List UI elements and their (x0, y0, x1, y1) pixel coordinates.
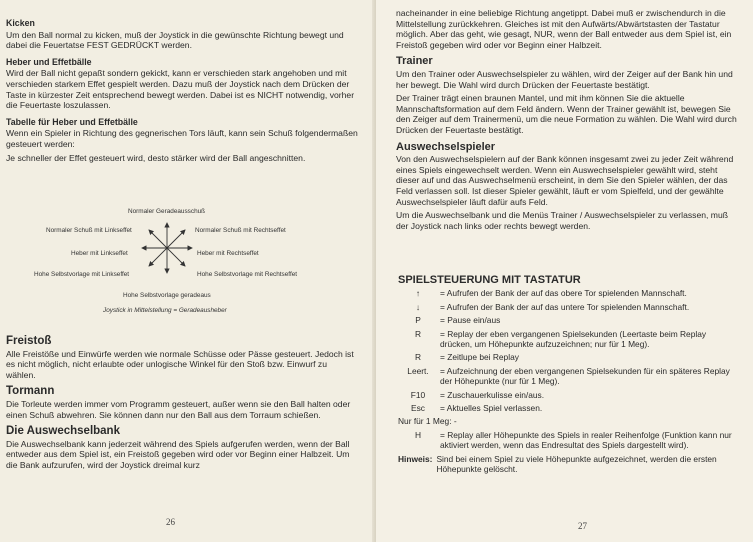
key-description: = Aufrufen der Bank der auf das obere Tor spielenden Mannschaft. (440, 288, 687, 299)
key-r: R (414, 328, 422, 339)
page-number-right: 27 (578, 521, 587, 531)
tormann-heading: Tormann (6, 385, 55, 398)
heber-heading: Heber und Effetbälle (6, 56, 92, 67)
tastatur-heading: SPIELSTEUERUNG MIT TASTATUR (398, 274, 581, 286)
diagram-label-upper-right: Normaler Schuß mit Rechtseffet (195, 227, 286, 234)
key-row (398, 430, 738, 451)
auswechselbank-heading: Die Auswechselbank (6, 425, 120, 438)
tabelle-text-2: Je schneller der Effet gesteuert wird, desto stärker wird der Ball angeschnitten. (6, 152, 306, 163)
left-column-bottom (6, 336, 358, 477)
key-description: = Aktuelles Spiel verlassen. (440, 403, 543, 414)
auswechselspieler-text-1: Von den Auswechselspielern auf der Bank können insgesamt zwei zu jeder Zeit während eines Spiels eingewechselt werden. Wenn ein Auswechselspieler gewählt wird, steht dieser auf und das Auswechselmenü erscheint, in dem Sie den Spieler wählen, der das Feld verlassen soll. Ist dieser Spieler gewählt, läuft er vom Spielfeld, und der gewählte Auswechselspieler läuft dafür aufs Feld. (396, 154, 734, 207)
page-right (376, 0, 753, 542)
tormann-text: Die Torleute werden immer vom Programm gesteuert, außer wenn sie den Ball halten oder einen Schuß abwehren. Sie können dann nur den Ball aus dem Torraum schießen. (6, 398, 351, 420)
diagram-label-left: Heber mit Linkseffet (71, 250, 128, 257)
keyboard-controls (398, 275, 738, 475)
key-f10: F10 (410, 389, 426, 400)
freistoss-text: Alle Freistöße und Einwürfe werden wie normale Schüsse oder Pässe gesteuert. Jedoch ist es nicht möglich, nicht erlaubte oder unlogische Winkel für den Stoß bzw. Einwurf zu wählen. (6, 348, 354, 380)
key-row (398, 302, 738, 312)
diagram-caption: Joystick in Mittelstellung = Geradeausheber (103, 307, 227, 314)
heber-text: Wird der Ball nicht gepaßt sondern gekickt, kann er verschieden stark angehoben und mit verschieden starkem Effet gespielt werden. Dazu muß der Joystick nach dem Drücken der Taste in kürzester Zeit entsprechend bewegt werden. Dabei ist es NICHT notwendig, vorher die Feuertaste loszulassen. (6, 68, 355, 111)
key-row (398, 288, 738, 298)
left-column-top (6, 18, 358, 169)
page-left (0, 0, 376, 542)
key-p: P (415, 315, 421, 326)
trainer-text-1: Um den Trainer oder Auswechselspieler zu wählen, wird der Zeiger auf der Bank hin und her bewegt. Die Wahl wird durch Drücken der Feuertaste bestätigt. (396, 68, 733, 90)
key-description: = Zuschauerkulisse ein/aus. (440, 389, 545, 400)
page-number-left: 26 (166, 517, 175, 527)
key-description: = Zeitlupe bei Replay (440, 352, 519, 363)
diagram-label-bottom: Hohe Selbstvorlage geradeaus (123, 292, 211, 299)
freistoss-heading: Freistoß (6, 335, 52, 347)
bank-continuation-text: nacheinander in eine beliebige Richtung angetippt. Dabei muß er zwischendurch in die Mittelstellung zurückkehren. Gleiches ist mit den Aufwärts/Abwärtstasten der Tastatur möglich. Aber das geht, wie gesagt, NUR, wenn der Ball entweder aus dem Spiel ist, ein Freistoß gegeben wird oder vor Beginn einer Halbzeit. (396, 8, 732, 50)
key-row (398, 366, 738, 387)
diagram-label-right: Heber mit Rechtseffet (197, 250, 259, 257)
key-row (398, 403, 738, 413)
key-description: = Pause ein/aus (440, 315, 501, 326)
auswechselspieler-heading: Auswechselspieler (396, 140, 496, 153)
diagram-label-lower-right: Hohe Selbstvorlage mit Rechtseffet (197, 271, 298, 278)
key-row (398, 352, 738, 362)
key-arrow-up: ↑ (415, 288, 421, 299)
key-leertaste: Leert. (407, 365, 429, 376)
diagram-label-upper-left: Normaler Schuß mit Linkseffet (46, 227, 132, 234)
key-description: = Aufzeichnung der eben vergangenen Spielsekunden für ein späteres Replay der Höhepunkte (nur für 1 Meg). (440, 365, 730, 387)
key-r-slowmo: R (414, 352, 422, 363)
trainer-heading: Trainer (396, 55, 433, 68)
key-row (398, 329, 738, 350)
hint (398, 454, 738, 475)
joystick-arrows-graphic (30, 207, 330, 322)
tabelle-heading: Tabelle für Heber und Effetbälle (6, 116, 138, 127)
tabelle-text-1: Wenn ein Spieler in Richtung des gegnerischen Tors läuft, kann sein Schuß folgendermaßen gesteuert werden: (6, 128, 358, 149)
auswechselbank-text: Die Auswechselbank kann jederzeit während des Spiels aufgerufen werden, wenn der Ball entweder aus dem Spiel ist, ein Freistoß gegeben wird oder vor Beginn einer Halbzeit. Um die Bank aufzurufen, wird der Joystick dreimal kurz (6, 438, 350, 470)
hint-label: Hinweis: (398, 453, 433, 464)
key-description: = Replay der eben vergangenen Spielsekunden (Leertaste beim Replay drücken, um Höhepunkte aufzuzeichnen; nur für 1 Meg). (440, 328, 707, 350)
key-description: = Replay aller Höhepunkte des Spiels in realer Reihenfolge (Funktion kann nur aktiviert werden, wenn das Endresultat des Spiels dargestellt wird). (440, 429, 732, 451)
diagram-label-lower-left: Hohe Selbstvorlage mit Linkseffet (34, 271, 130, 278)
trainer-text-2: Der Trainer trägt einen braunen Mantel, und mit ihm können Sie die aktuelle Mannschaftsformation auf dem Feld ändern. Wenn der Trainer gewählt ist, bewegen Sie den Zeiger auf dem Trainermenü, um die neue Formation zu wählen. Die Wahl wird durch Drücken der Feuertaste bestätigt. (396, 93, 737, 135)
key-description: = Aufrufen der Bank der auf das untere Tor spielenden Mannschaft. (440, 301, 690, 312)
auswechselspieler-text-2: Um die Auswechselbank und die Menüs Trainer / Auswechselspieler zu verlassen, muß der Joystick nach links oder rechts bewegt werden. (396, 210, 728, 231)
right-column-top (396, 8, 740, 237)
key-row (398, 390, 738, 400)
key-h: H (414, 429, 422, 440)
key-esc: Esc (411, 403, 425, 414)
kicken-text: Um den Ball normal zu kicken, muß der Joystick in die gewünschte Richtung bewegt und dabei die Feuertatse FEST GEDRÜCKT werden. (6, 29, 344, 51)
key-row (398, 315, 738, 325)
diagram-label-top: Normaler Geradeausschuß (128, 208, 206, 215)
joystick-diagram (30, 207, 330, 322)
key-arrow-down: ↓ (415, 301, 421, 312)
one-meg-label: Nur für 1 Meg: - (398, 416, 457, 427)
hint-text: Sind bei einem Spiel zu viele Höhepunkte aufgezeichnet, werden die ersten Höhepunkte gelöscht. (436, 453, 717, 475)
kicken-heading: Kicken (6, 18, 35, 28)
